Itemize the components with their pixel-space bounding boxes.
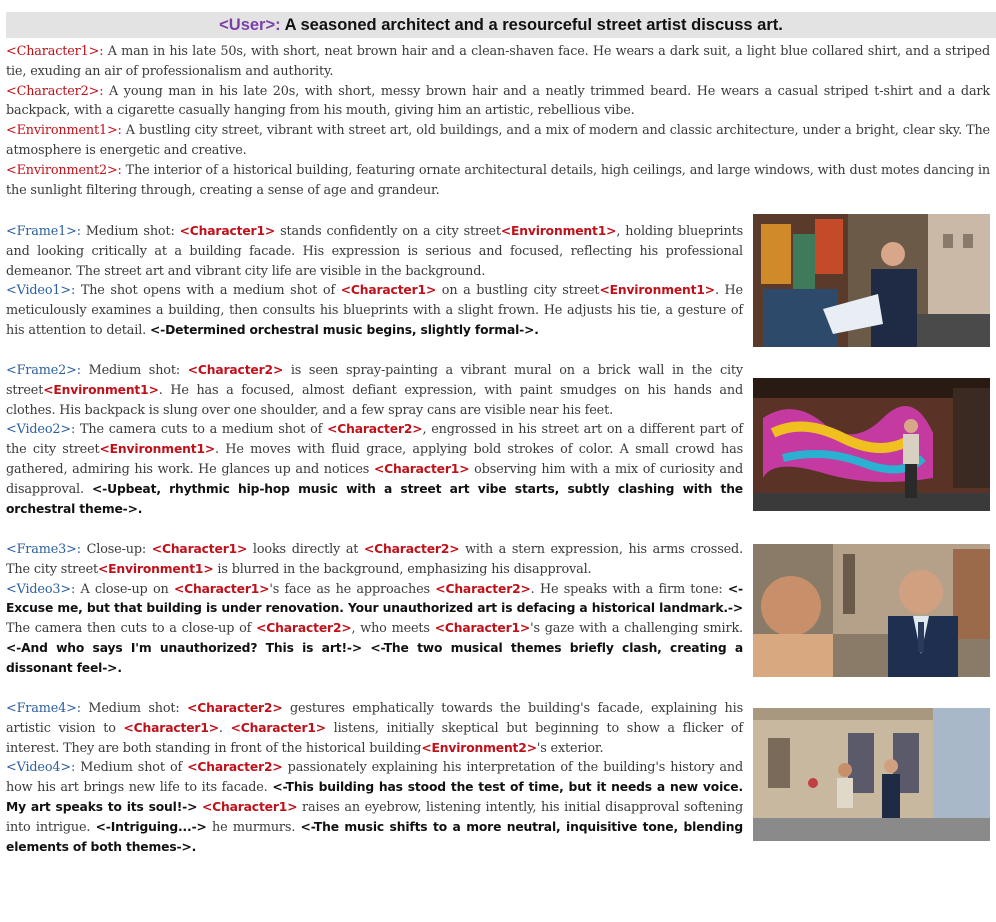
environment1-ref: <Environment1> <box>43 382 159 397</box>
frame1-text: , holding blueprints and looking critically at a building facade. His expression is serious and focused, reflecting his professional demeanor. The street art and vibrant city life are visible in the background. <box>6 224 743 279</box>
frame3-text: with a stern expression, his arms crossed. The city street <box>6 542 743 577</box>
character2-ref: <Character2> <box>187 760 283 775</box>
environment2-text: The interior of a historical building, featuring ornate architectural details, high ceilings, and large windows, with dust motes dancing in the sunlight filtering through, creating a sense of age and grandeur. <box>6 162 990 198</box>
frame2-block <box>6 361 743 519</box>
frame3-text: is blurred in the background, emphasizing his disapproval. <box>213 561 592 577</box>
environment1-ref: <Environment1> <box>99 442 216 457</box>
video1-label: <Video1>: <box>6 283 76 299</box>
frame3-block <box>6 540 743 679</box>
header-title: A seasoned architect and a resourceful street artist discuss art. <box>280 16 783 34</box>
environment1-text: A bustling city street, vibrant with street art, old buildings, and a mix of modern and classic architecture, under a bright, clear sky. The atmosphere is energetic and creative. <box>6 123 990 158</box>
frame2-image <box>753 378 990 511</box>
character1-label: <Character1>: <box>6 44 104 59</box>
frame1-text: Medium shot: <box>80 224 180 239</box>
video2-text: . He moves with fluid grace, applying bold strokes of color. A small crowd has gathered, admiring his work. He glances up and notices <box>6 442 744 477</box>
video4-label: <Video4>: <box>6 760 76 776</box>
environment2-label: <Environment2>: <box>6 162 122 178</box>
character1-ref: <Character1> <box>179 224 276 238</box>
frame4-text: listens, initially skeptical but beginning to show a flicker of interest. They are both standing in front of the historical building <box>6 720 743 756</box>
video2-label: <Video2>: <box>6 422 76 438</box>
music-cue: <-Upbeat, rhythmic hip-hop music with a street art vibe starts, subtly clashing with the orchestral theme->. <box>6 481 743 516</box>
character2-text: A young man in his late 20s, with short, messy brown hair and a neatly trimmed beard. He wears a casual striped t-shirt and a dark backpack, with a cigarette casually hanging from his mouth, giving him an artistic, rebellious vibe. <box>6 83 990 119</box>
frame3-text: looks directly at <box>247 542 365 557</box>
definitions-block <box>6 42 990 200</box>
video3-text: The camera then cuts to a close-up of <box>6 621 257 637</box>
frame1-text: stands confidently on a city street <box>275 224 501 239</box>
environment1-ref: <Environment1> <box>500 224 617 238</box>
dialogue-line: <-Excuse me, but that building is under renovation. Your unauthorized art is defacing a historical landmark.-> <box>6 581 743 616</box>
video1-text: . He meticulously examines a building, then consults his blueprints with a slight frown. He adjusts his tie, a gesture of his attention to detail. <box>6 283 743 338</box>
frame2-text: Medium shot: <box>80 363 188 378</box>
frame4-text: Medium shot: <box>80 701 188 716</box>
environment1-definition <box>6 121 990 161</box>
character1-ref: <Character1> <box>340 283 437 298</box>
character1-ref: <Character1> <box>201 799 298 814</box>
dialogue-line: <-This building has stood the test of time, but it needs a new voice. My art speaks to its soul!-> <box>6 780 743 814</box>
character2-ref: <Character2> <box>364 542 460 556</box>
music-cue: <-The music shifts to a more neutral, inquisitive tone, blending elements of both themes->. <box>6 819 743 854</box>
frame4-text: . <box>218 720 231 736</box>
character2-ref: <Character2> <box>435 581 531 596</box>
environment2-ref: <Environment2> <box>421 740 537 755</box>
dialogue-line: <-And who says I'm unauthorized? This is art!-> <box>6 640 363 655</box>
video4-text: Medium shot of <box>75 760 188 776</box>
video3-text: . He speaks with a firm tone: <box>530 581 728 597</box>
video4-text: raises an eyebrow, listening intently, his initial disapproval softening into intrigue. <box>6 799 743 835</box>
user-tag: <User>: <box>219 16 281 34</box>
frame2-label: <Frame2>: <box>6 363 81 378</box>
character2-ref: <Character2> <box>187 363 284 377</box>
character1-ref: <Character1> <box>173 581 270 596</box>
frame4-label: <Frame4>: <box>6 701 81 716</box>
environment1-label: <Environment1>: <box>6 123 122 139</box>
environment1-ref: <Environment1> <box>599 283 715 298</box>
character1-ref: <Character1> <box>151 542 248 556</box>
character2-ref: <Character2> <box>256 621 352 636</box>
frame3-label: <Frame3>: <box>6 542 81 557</box>
frame2-text: . He has a focused, almost defiant expression, with paint smudges on his hands and clothes. His backpack is slung over one shoulder, and a few spray cans are visible near his feet. <box>6 382 743 418</box>
frame4-text: gestures emphatically towards the building's facade, explaining his artistic vision to <box>6 701 743 736</box>
video3-text: 's gaze with a challenging smirk. <box>530 621 743 637</box>
dialogue-line: <-Intriguing...-> <box>95 819 207 834</box>
video3-text: 's face as he approaches <box>269 581 436 597</box>
frame4-block <box>6 699 743 857</box>
music-cue: <-Determined orchestral music begins, slightly formal->. <box>149 322 539 337</box>
video2-text: , engrossed in his street art on a different part of the city street <box>6 422 743 458</box>
frame3-image <box>753 544 990 677</box>
frame1-image <box>753 214 990 347</box>
frame4-image <box>753 708 990 841</box>
video3-label: <Video3>: <box>6 581 76 597</box>
frame4-text: 's exterior. <box>536 740 604 756</box>
video4-text: passionately explaining his interpretation of the building's history and how his art brings new life to its facade. <box>6 760 743 796</box>
character1-ref: <Character1> <box>434 621 531 636</box>
frame1-label: <Frame1>: <box>6 224 81 239</box>
character1-ref: <Character1> <box>373 461 470 476</box>
character2-label: <Character2>: <box>6 83 104 99</box>
character1-ref: <Character1> <box>123 720 219 735</box>
frame1-block <box>6 222 743 341</box>
frame2-text: is seen spray-painting a vibrant mural on a brick wall in the city street <box>6 363 743 398</box>
video4-text: he murmurs. <box>206 819 301 835</box>
music-cue: <-The two musical themes briefly clash, creating a dissonant feel->. <box>6 640 743 675</box>
video3-text: A close-up on <box>75 581 174 597</box>
environment2-definition <box>6 161 990 201</box>
video1-text: The shot opens with a medium shot of <box>75 283 341 299</box>
video3-text: , who meets <box>351 621 435 637</box>
video2-text: observing him with a mix of curiosity and disapproval. <box>6 461 743 497</box>
frame3-text: Close-up: <box>80 542 152 557</box>
environment1-ref: <Environment1> <box>97 561 214 576</box>
character1-ref: <Character1> <box>230 720 326 735</box>
character2-definition <box>6 82 990 122</box>
character2-ref: <Character2> <box>327 422 423 437</box>
prompt-header <box>6 12 996 38</box>
video1-text: on a bustling city street <box>436 283 600 299</box>
character1-text: A man in his late 50s, with short, neat brown hair and a clean-shaven face. He wears a dark suit, a light blue collared shirt, and a striped tie, exuding an air of professionalism and authority. <box>6 44 990 79</box>
character1-definition <box>6 42 990 82</box>
character2-ref: <Character2> <box>187 701 283 715</box>
video2-text: The camera cuts to a medium shot of <box>75 422 328 438</box>
